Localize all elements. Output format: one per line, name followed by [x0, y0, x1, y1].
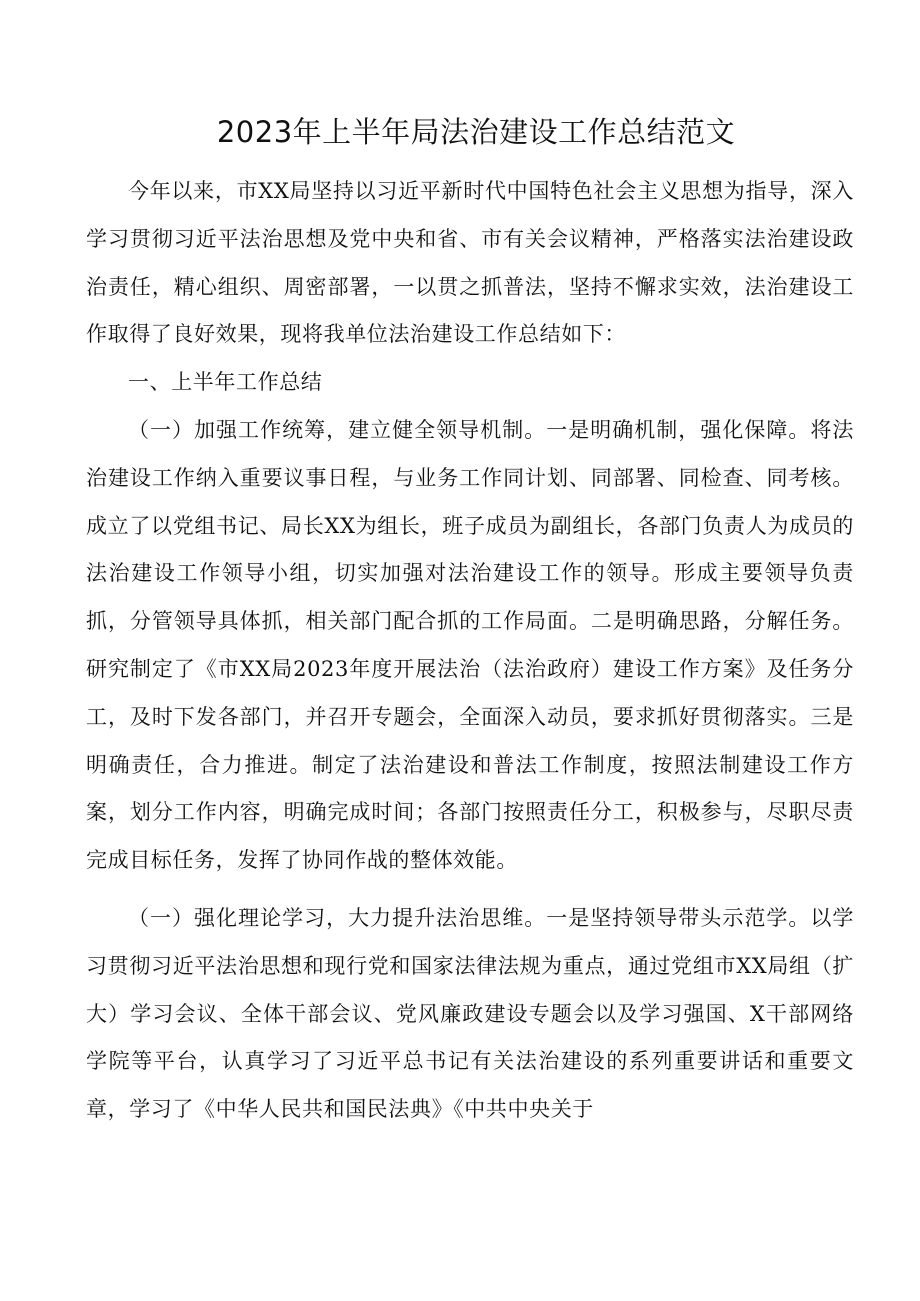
- document-title: 2023年上半年局法治建设工作总结范文: [216, 115, 736, 149]
- body-paragraph-2: （一）强化理论学习，大力提升法治思维。一是坚持领导带头示范学。以学习贯彻习近平法治思想和现行党和国家法律法规为重点，通过党组市XX局组（扩大）学习会议、全体干部会议、党风廉政建设专题会以及学习强国、X干部网络学院等平台，认真学习了习近平总书记有关法治建设的系列重要讲话和重要文章，学习了《中华人民共和国民法典》《中共中央关于: [86, 905, 854, 1122]
- body-paragraph-1: （一）加强工作统筹，建立健全领导机制。一是明确机制，强化保障。将法治建设工作纳入重要议事日程，与业务工作同计划、同部署、同检查、同考核。成立了以党组书记、局长XX为组长，班子成员为副组长，各部门负责人为成员的法治建设工作领导小组，切实加强对法治建设工作的领导。形成主要领导负责抓，分管领导具体抓，相关部门配合抓的工作局面。二是明确思路，分解任务。研究制定了《市XX局2023年度开展法治（法治政府）建设工作方案》及任务分工，及时下发各部门，并召开专题会，全面深入动员，要求抓好贯彻落实。三是明确责任，合力推进。制定了法治建设和普法工作制度，按照法制建设工作方案，划分工作内容，明确完成时间；各部门按照责任分工，积极参与，尽职尽责完成目标任务，发挥了协同作战的整体效能。: [86, 417, 854, 873]
- intro-paragraph: 今年以来，市XX局坚持以习近平新时代中国特色社会主义思想为指导，深入学习贯彻习近平法治思想及党中央和省、市有关会议精神，严格落实法治建设政治责任，精心组织、周密部署，一以贯之抓普法，坚持不懈求实效，法治建设工作取得了良好效果，现将我单位法治建设工作总结如下：: [86, 179, 854, 347]
- section-heading: 一、上半年工作总结: [128, 370, 323, 395]
